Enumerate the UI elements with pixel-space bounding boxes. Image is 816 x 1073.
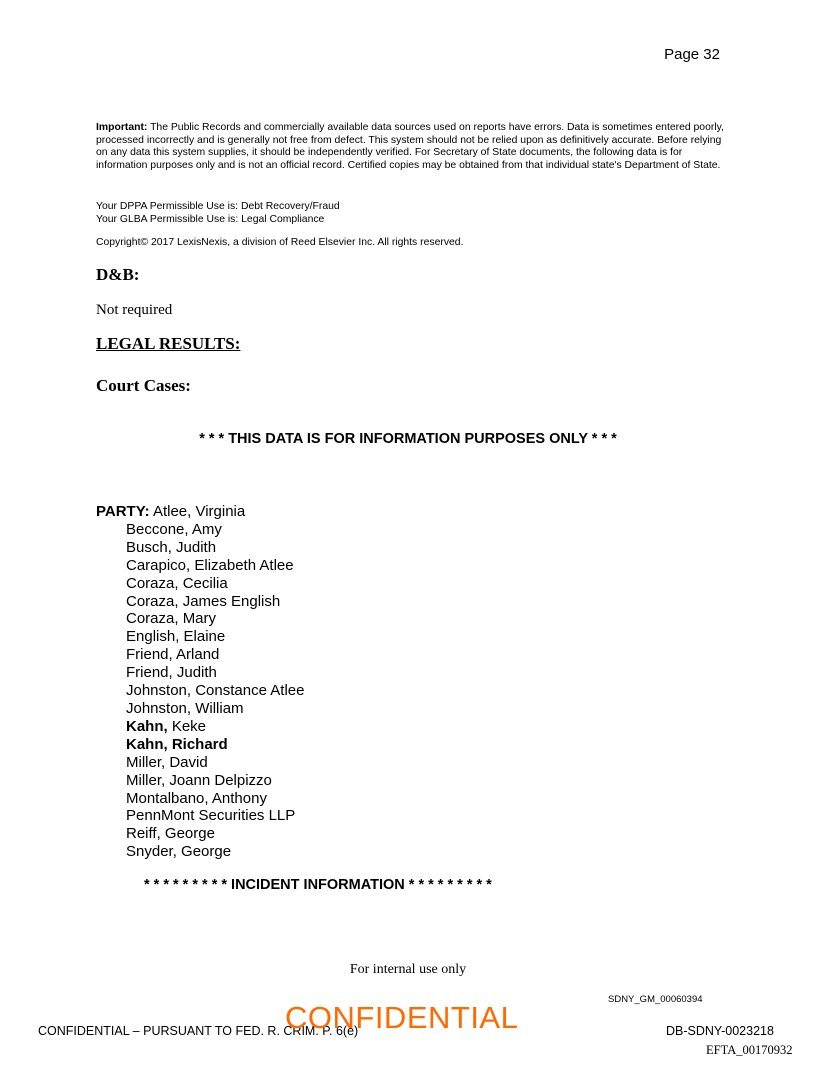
bates-number: DB-SDNY-0023218: [666, 1024, 774, 1038]
party-name-kahn-keke: [126, 718, 304, 736]
party-name: Johnston, William: [126, 699, 244, 717]
notice-lead: Important:: [96, 122, 148, 133]
party-first-line: [96, 503, 304, 521]
permissible-use: [96, 201, 340, 226]
court-cases-heading: Court Cases:: [96, 376, 191, 395]
party-name-kahn-richard: [126, 736, 304, 754]
party-name-rest: Keke: [167, 717, 207, 735]
party-name: Coraza, James English: [126, 592, 281, 610]
bates-number-small: SDNY_GM_00060394: [608, 994, 703, 1005]
party-name: English, Elaine: [126, 628, 226, 646]
party-label: PARTY:: [96, 503, 150, 520]
glba-use: Your GLBA Permissible Use is: Legal Compliance: [96, 213, 325, 225]
footer-confidential-notice: CONFIDENTIAL – PURSUANT TO FED. R. CRIM. P. 6(e): [38, 1024, 359, 1038]
legal-results-heading: LEGAL RESULTS:: [96, 334, 241, 353]
party-name: PennMont Securities LLP: [126, 807, 296, 825]
party-name: Miller, David: [126, 753, 208, 771]
party-name: Reiff, George: [126, 825, 215, 843]
notice-text: The Public Records and commercially available data sources used on reports have errors. Data is sometimes entered poorly, processed incorrectly and is generally not free from defect. This system should not be relied upon as definitively accurate. Before relying on any data this system supplies, it should be independently verified. For Secretary of State documents, the following data is for information purposes only and is not an official record. Certified copies may be obtained from that individual state's Department of State.: [96, 122, 724, 171]
dnb-heading: D&B:: [96, 265, 140, 284]
party-name: Atlee, Virginia: [149, 503, 246, 520]
internal-use-note: For internal use only: [349, 962, 467, 977]
dppa-use: Your DPPA Permissible Use is: Debt Recovery/Fraud: [96, 201, 340, 212]
info-purposes-disclaimer: * * * THIS DATA IS FOR INFORMATION PURPOSES ONLY * * *: [199, 431, 617, 447]
confidential-stamp: CONFIDENTIAL: [285, 1000, 519, 1035]
dnb-value: Not required: [96, 302, 173, 318]
party-name: Busch, Judith: [126, 538, 217, 556]
party-name: Coraza, Mary: [126, 610, 217, 628]
party-name: Johnston, Constance Atlee: [126, 682, 305, 700]
copyright-line: Copyright© 2017 LexisNexis, a division of Reed Elsevier Inc. All rights reserved.: [96, 237, 464, 248]
incident-information-heading: * * * * * * * * * INCIDENT INFORMATION * * * * * * * * *: [144, 877, 492, 893]
party-name-bold: Kahn, Richard: [126, 735, 228, 753]
party-name-bold: Kahn,: [126, 717, 168, 735]
party-name: Montalbano, Anthony: [126, 789, 267, 807]
important-notice: [96, 122, 724, 172]
party-name: Snyder, George: [126, 843, 232, 861]
page-number: Page 32: [664, 46, 720, 63]
party-block: [96, 503, 304, 861]
efta-number: EFTA_00170932: [706, 1043, 793, 1057]
party-list: [96, 521, 304, 861]
party-name: Beccone, Amy: [126, 520, 222, 538]
party-name: Miller, Joann Delpizzo: [126, 771, 272, 789]
party-name: Friend, Arland: [126, 646, 220, 664]
party-name: Friend, Judith: [126, 664, 217, 682]
party-name: Coraza, Cecilia: [126, 574, 228, 592]
party-name: Carapico, Elizabeth Atlee: [126, 556, 294, 574]
